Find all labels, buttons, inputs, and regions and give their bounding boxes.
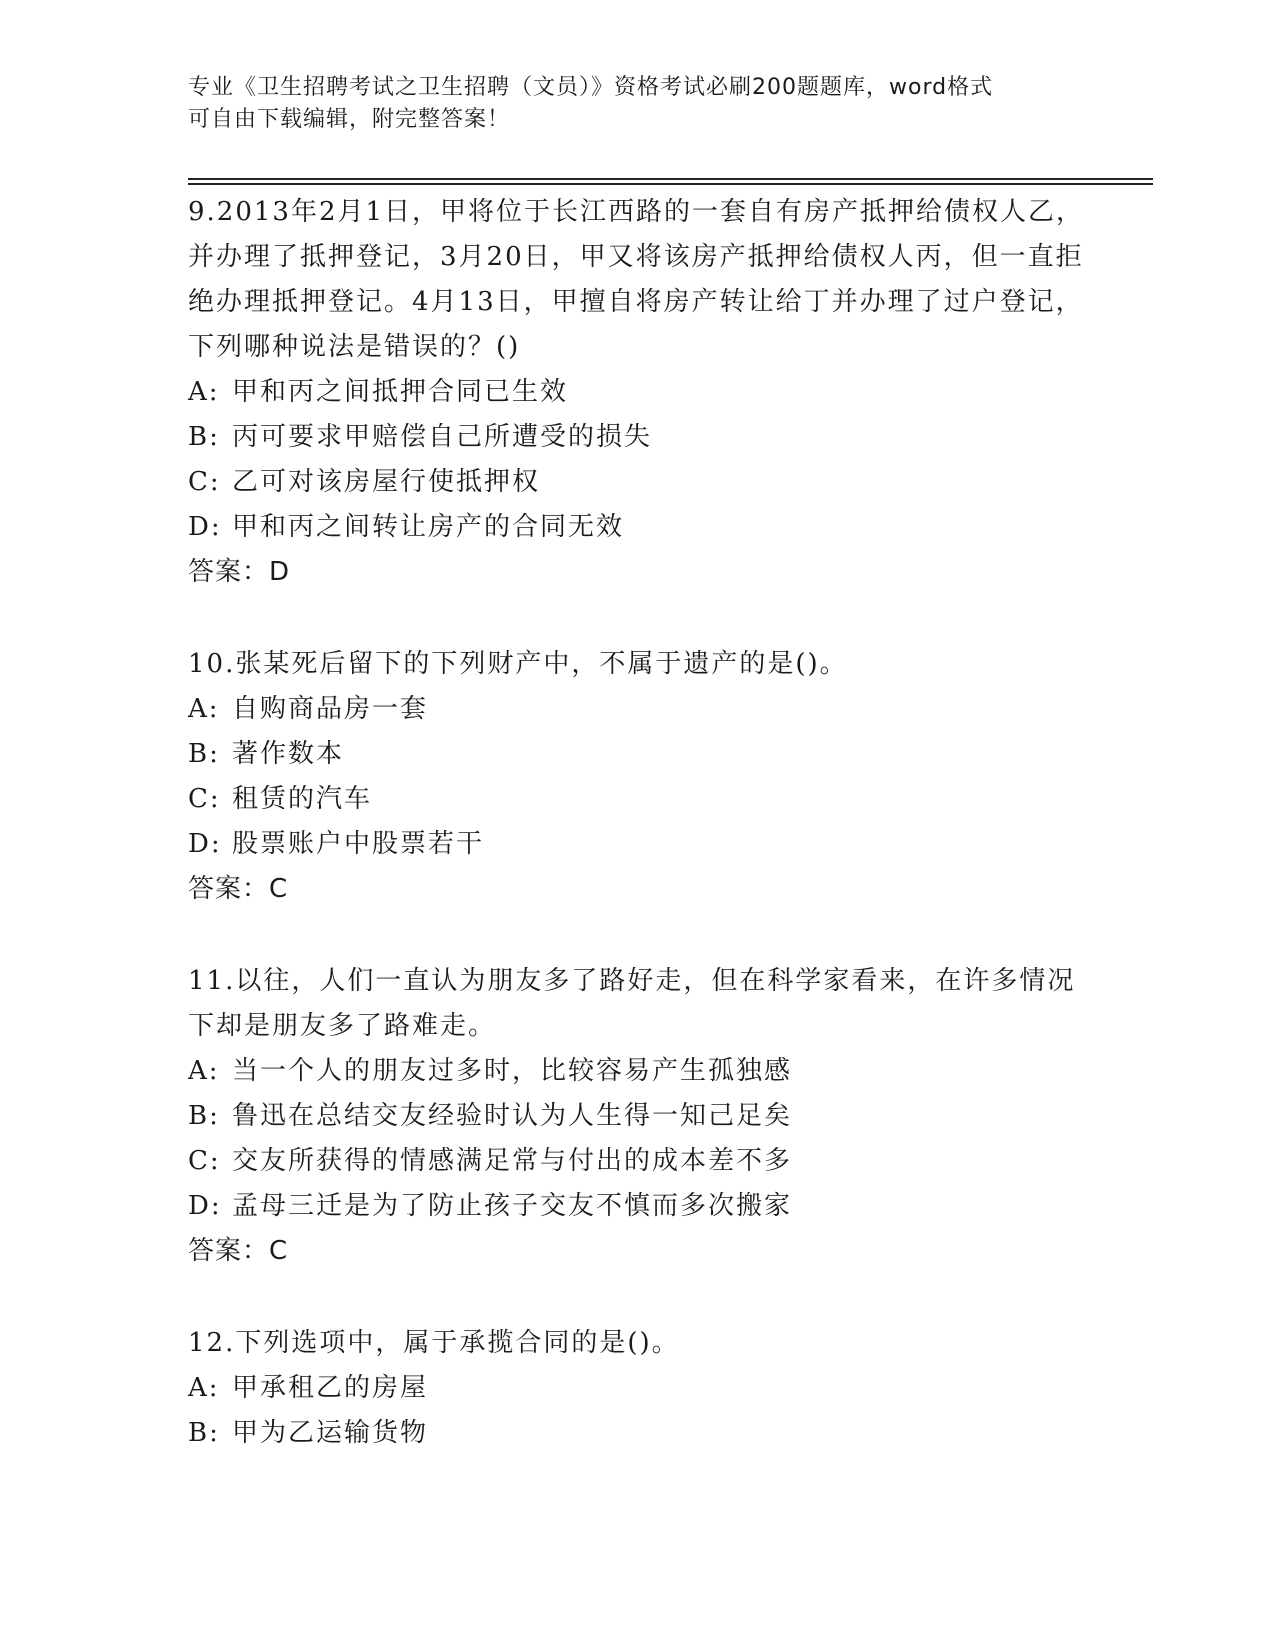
- option-c: [188, 1139, 1088, 1184]
- option-a: [188, 1366, 1088, 1411]
- option-letter: A:: [188, 1373, 220, 1403]
- option-text: 孟母三迁是为了防止孩子交友不慎而多次搬家: [232, 1191, 793, 1221]
- option-letter: D:: [188, 1191, 222, 1221]
- option-b: [188, 732, 1088, 777]
- option-letter: A:: [188, 694, 220, 724]
- option-text: 租赁的汽车: [232, 784, 373, 814]
- option-text: 鲁迅在总结交友经验时认为人生得一知己足矣: [232, 1101, 793, 1131]
- option-text: 丙可要求甲赔偿自己所遭受的损失: [232, 422, 653, 452]
- option-a: [188, 687, 1088, 732]
- question-12: [188, 1321, 1088, 1456]
- option-d: [188, 822, 1088, 867]
- option-a: [188, 370, 1088, 415]
- option-a: [188, 1049, 1088, 1094]
- option-letter: A:: [188, 1056, 220, 1086]
- option-d: [188, 1184, 1088, 1229]
- option-letter: B:: [188, 422, 220, 452]
- question-stem: 12.下列选项中，属于承揽合同的是()。: [188, 1328, 680, 1358]
- option-text: 甲为乙运输货物: [232, 1418, 429, 1448]
- option-b: [188, 415, 1088, 460]
- question-11: [188, 959, 1088, 1274]
- option-text: 交友所获得的情感满足常与付出的成本差不多: [232, 1146, 793, 1176]
- header-divider-bottom: [188, 183, 1153, 185]
- option-letter: C:: [188, 467, 221, 497]
- option-letter: D:: [188, 829, 222, 859]
- option-letter: C:: [188, 1146, 221, 1176]
- option-letter: B:: [188, 1101, 220, 1131]
- option-text: 股票账户中股票若干: [232, 829, 485, 859]
- option-text: 甲和丙之间抵押合同已生效: [232, 377, 569, 407]
- question-stem: 10.张某死后留下的下列财产中，不属于遗产的是()。: [188, 649, 848, 679]
- question-stem: 11.以往，人们一直认为朋友多了路好走，但在科学家看来，在许多情况下却是朋友多了路难走。: [188, 966, 1076, 1041]
- option-text: 当一个人的朋友过多时，比较容易产生孤独感: [232, 1056, 793, 1086]
- option-text: 乙可对该房屋行使抵押权: [232, 467, 541, 497]
- header-line-1: 专业《卫生招聘考试之卫生招聘（文员）》资格考试必刷200题题库，word格式: [188, 75, 994, 100]
- option-c: [188, 460, 1088, 505]
- answer-label: 答案：D: [188, 557, 291, 587]
- question-9: [188, 190, 1088, 595]
- option-letter: B:: [188, 739, 220, 769]
- option-letter: A:: [188, 377, 220, 407]
- option-c: [188, 777, 1088, 822]
- document-header: [188, 72, 1088, 136]
- option-text: 甲承租乙的房屋: [232, 1373, 429, 1403]
- option-d: [188, 505, 1088, 550]
- option-letter: D:: [188, 512, 222, 542]
- question-10: [188, 642, 1088, 912]
- question-list: [188, 190, 1088, 1503]
- header-line-2: 可自由下载编辑，附完整答案！: [188, 107, 511, 132]
- option-text: 自购商品房一套: [232, 694, 429, 724]
- header-divider-top: [188, 178, 1153, 180]
- option-text: 甲和丙之间转让房产的合同无效: [232, 512, 625, 542]
- option-b: [188, 1411, 1088, 1456]
- option-letter: B:: [188, 1418, 220, 1448]
- option-text: 著作数本: [232, 739, 345, 769]
- answer-label: 答案：C: [188, 874, 289, 904]
- option-b: [188, 1094, 1088, 1139]
- answer-label: 答案：C: [188, 1236, 289, 1266]
- option-letter: C:: [188, 784, 221, 814]
- question-stem: 9.2013年2月1日，甲将位于长江西路的一套自有房产抵押给债权人乙，并办理了抵押登记，3月20日，甲又将该房产抵押给债权人丙，但一直拒绝办理抵押登记。4月13日，甲擅自将房产转让给丁并办理了过户登记，下列哪种说法是错误的？(): [188, 197, 1085, 362]
